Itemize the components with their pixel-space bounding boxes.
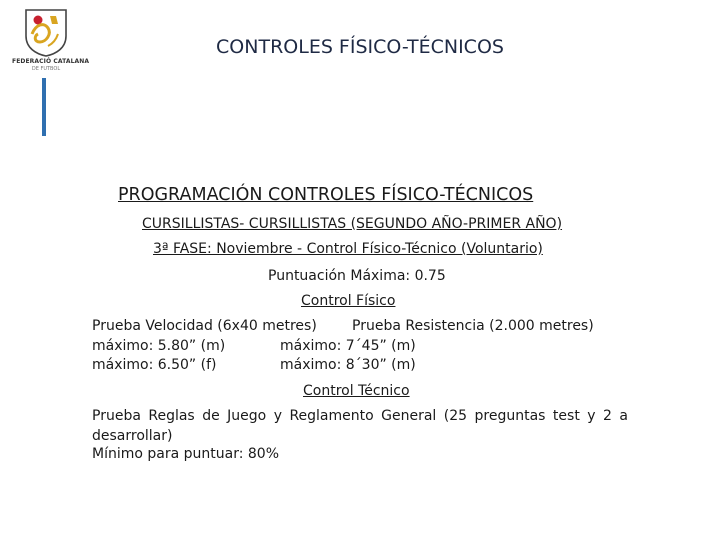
max-score: Puntuación Máxima: 0.75 <box>268 268 446 284</box>
phase-line: 3ª FASE: Noviembre - Control Físico-Técnico (Voluntario) <box>153 241 543 257</box>
speed-test-label: Prueba Velocidad (6x40 metres) <box>92 318 317 334</box>
endurance-test-label: Prueba Resistencia (2.000 metres) <box>352 318 594 334</box>
section-heading: PROGRAMACIÓN CONTROLES FÍSICO-TÉCNICOS <box>118 185 534 205</box>
logo-name: FEDERACIÓ CATALANA <box>12 58 90 65</box>
min-score: Mínimo para puntuar: 80% <box>92 446 280 462</box>
endurance-max-m: máximo: 7´45” (m) <box>280 338 416 354</box>
speed-max-m: máximo: 5.80” (m) <box>92 338 226 354</box>
speed-max-f: máximo: 6.50” (f) <box>92 357 217 373</box>
physical-control-title: Control Físico <box>301 293 396 309</box>
accent-bar <box>42 78 46 136</box>
page-title: CONTROLES FÍSICO-TÉCNICOS <box>216 36 504 58</box>
endurance-max-f: máximo: 8´30” (m) <box>280 357 416 373</box>
logo-subtitle: DE FUTBOL <box>31 66 61 72</box>
technical-control-title: Control Técnico <box>303 383 410 399</box>
category-line: CURSILLISTAS- CURSILLISTAS (SEGUNDO AÑO-PRIMER AÑO) <box>142 216 563 232</box>
rules-test-text: Prueba Reglas de Juego y Reglamento General (25 preguntas test y 2 a desarrollar) <box>92 408 628 444</box>
